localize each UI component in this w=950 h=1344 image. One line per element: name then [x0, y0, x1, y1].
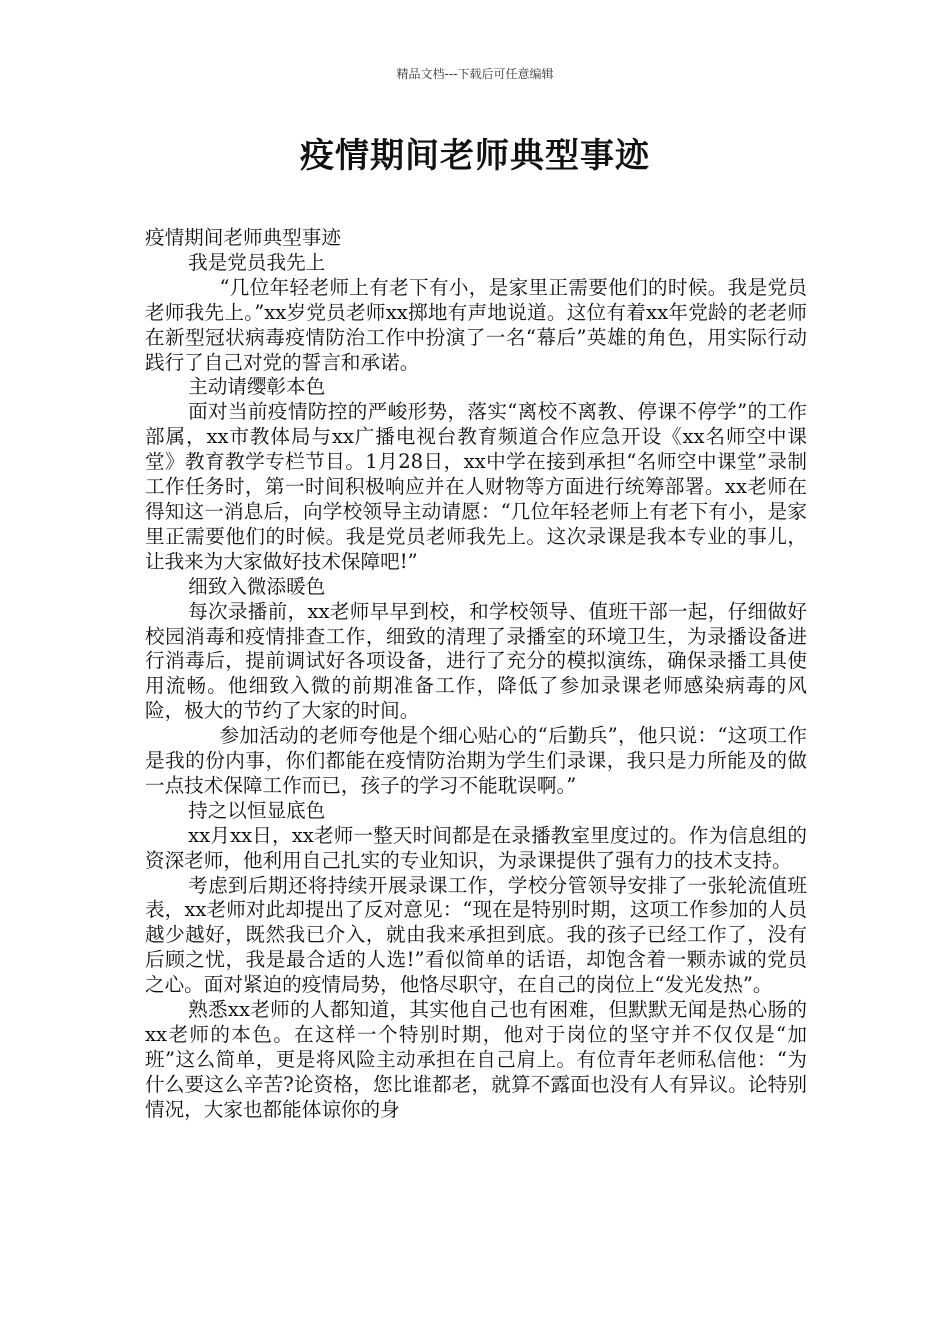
paragraph: “几位年轻老师上有老下有小，是家里正需要他们的时候。我是党员老师我先上。”xx岁党员老师xx掷地有声地说道。这位有着xx年党龄的老老师在新型冠状病毒疫情防治工作中扮演了一名“幕后”英雄的角色，用实际行动践行了自己对党的誓言和承诺。: [145, 275, 807, 374]
paragraph: 熟悉xx老师的人都知道，其实他自己也有困难，但默默无闻是热心肠的xx老师的本色。在这样一个特别时期，他对于岗位的坚守并不仅仅是“加班”这么简单，更是将风险主动承担在自己肩上。有位青年老师私信他：“为什么要这么辛苦?论资格，您比谁都老，就算不露面也没有人有异议。论特别情况，大家也都能体谅你的身: [145, 998, 807, 1121]
section-heading: 细致入微添暖色: [188, 574, 326, 598]
section-heading: 持之以恒显底色: [188, 798, 326, 822]
document-body: [145, 226, 807, 1123]
section-heading: 主动请缨彰本色: [188, 375, 326, 399]
paragraph: xx月xx日，xx老师一整天时间都是在录播教室里度过的。作为信息组的资深老师，他利用自己扎实的专业知识，为录课提供了强有力的技术支持。: [145, 823, 807, 872]
paragraph: 每次录播前，xx老师早早到校，和学校领导、值班干部一起，仔细做好校园消毒和疫情排查工作，细致的清理了录播室的环境卫生，为录播设备进行消毒后，提前调试好各项设备，进行了充分的模拟演练，确保录播工具使用流畅。他细致入微的前期准备工作，降低了参加录课老师感染病毒的风险，极大的节约了大家的时间。: [145, 599, 807, 723]
paragraph: 考虑到后期还将持续开展录课工作，学校分管领导安排了一张轮流值班表，xx老师对此却提出了反对意见：“现在是特别时期，这项工作参加的人员越少越好，既然我已介入，就由我来承担到底。我的孩子已经工作了，没有后顾之忧，我是最合适的人选!”看似简单的话语，却饱含着一颗赤诚的党员之心。面对紧迫的疫情局势，他恪尽职守，在自己的岗位上“发光发热”。: [145, 873, 807, 997]
subtitle-line: 疫情期间老师典型事迹: [145, 226, 341, 249]
section-heading: 我是党员我先上: [188, 250, 326, 274]
paragraph: 参加活动的老师夸他是个细心贴心的“后勤兵”，他只说：“这项工作是我的份内事，你们都能在疫情防治期为学生们录课，我只是力所能及的做一点技术保障工作而已，孩子的学习不能耽误啊。”: [145, 724, 807, 797]
document-title: 疫情期间老师典型事迹: [300, 136, 650, 176]
paragraph: 面对当前疫情防控的严峻形势，落实“离校不离教、停课不停学”的工作部属，xx市教体局与xx广播电视台教育频道合作应急开设《xx名师空中课堂》教育教学专栏节目。1月28日，xx中学在接到承担“名师空中课堂”录制工作任务时，第一时间积极响应并在人财物等方面进行统筹部署。xx老师在得知这一消息后，向学校领导主动请愿：“几位年轻老师上有老下有小，是家里正需要他们的时候。我是党员老师我先上。这次录课是我本专业的事儿，让我来为大家做好技术保障吧!”: [145, 400, 807, 573]
page-header: 精品文档---下载后可任意编辑: [396, 67, 554, 81]
